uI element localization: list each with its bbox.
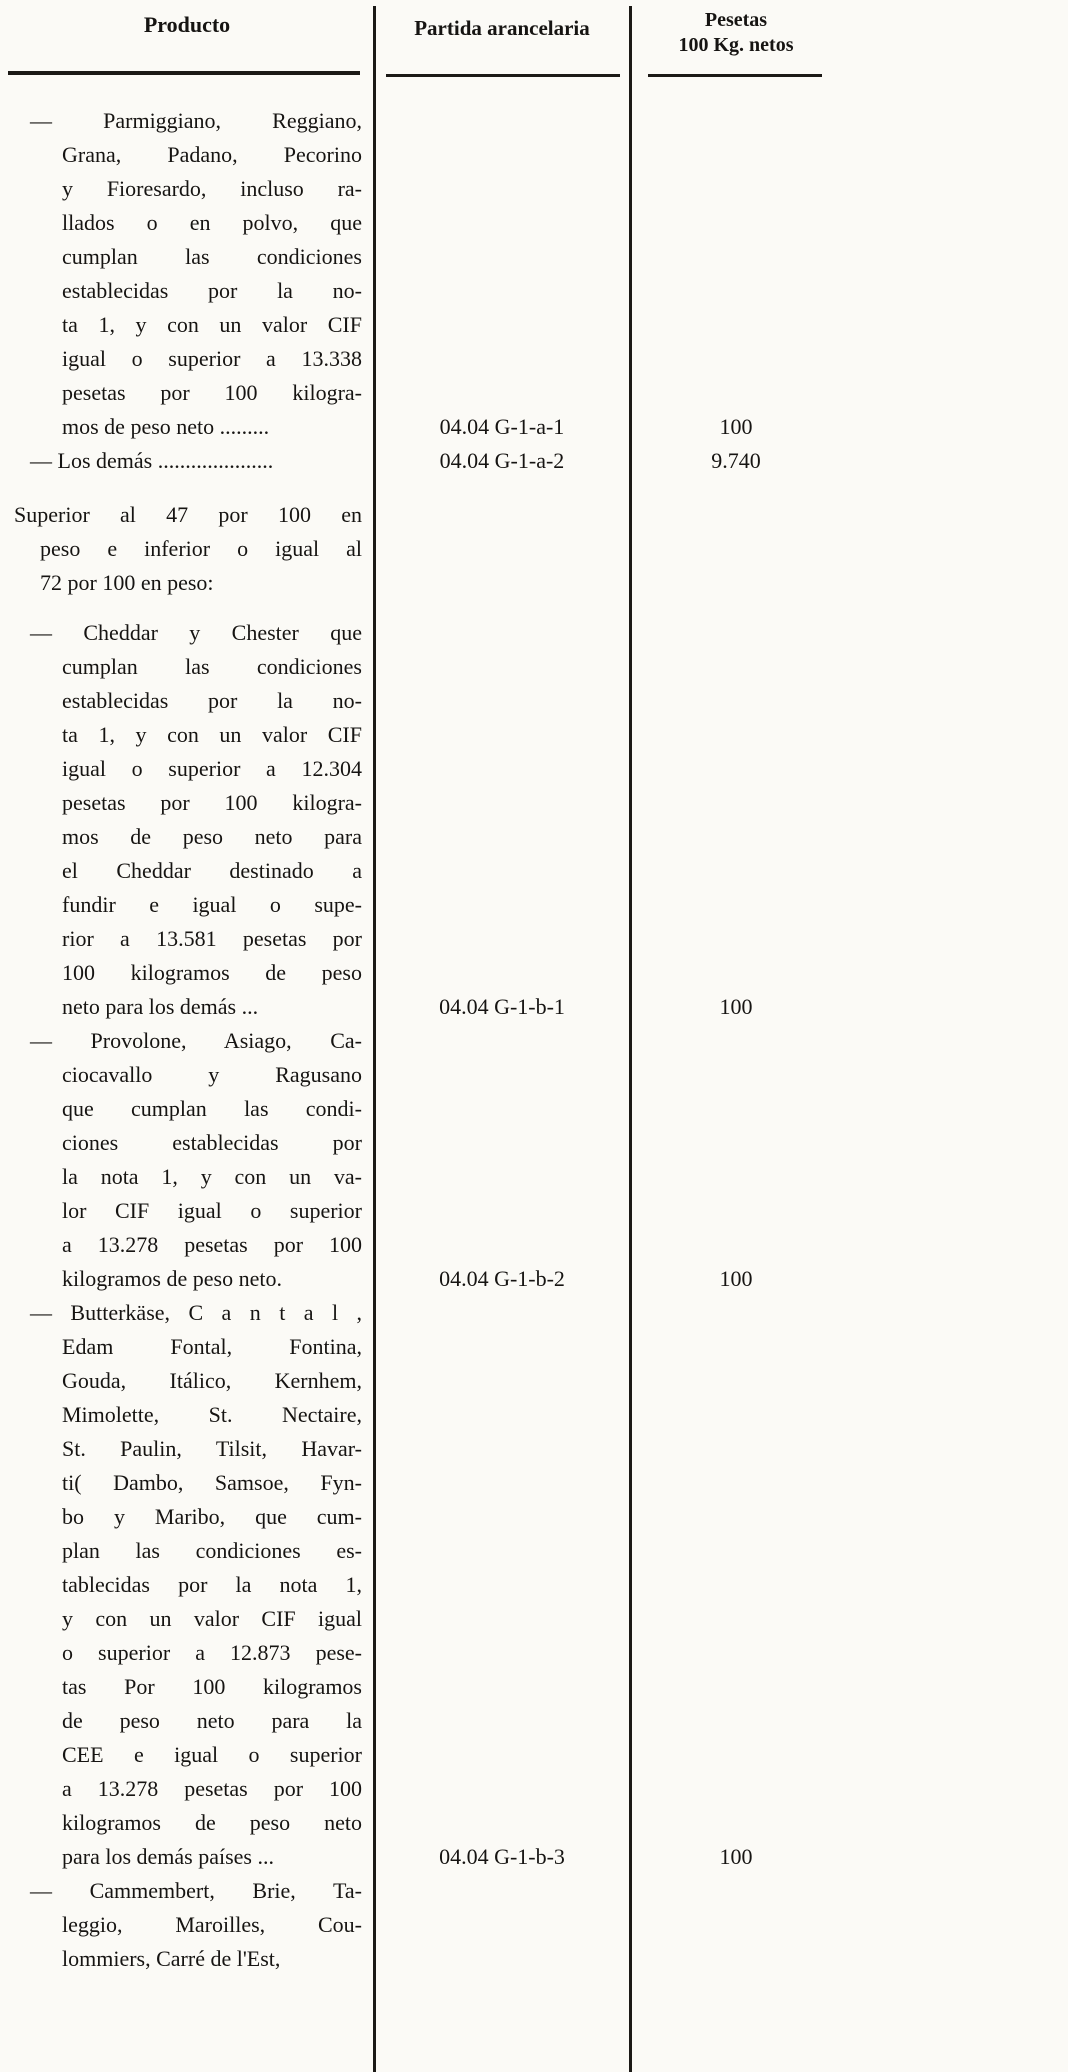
product-line: neto para los demás ... bbox=[62, 994, 259, 1019]
product-line: mos de peso neto para bbox=[62, 824, 362, 849]
product-line: tablecidas por la nota 1, bbox=[62, 1572, 362, 1597]
product-line: pesetas por 100 kilogra- bbox=[62, 380, 362, 405]
product-line: rior a 13.581 pesetas por bbox=[62, 926, 362, 951]
product-line: que cumplan las condi- bbox=[62, 1096, 362, 1121]
product-cell bbox=[0, 1024, 374, 1296]
product-line: ta 1, y con un valor CIF bbox=[62, 722, 362, 747]
product-line: cumplan las condiciones bbox=[62, 654, 362, 679]
tariff-code: 04.04 G-1-a-1 bbox=[439, 414, 565, 439]
table-row bbox=[0, 1874, 1068, 1976]
column-header-pesetas-line1: Pesetas bbox=[704, 9, 768, 31]
column-header-producto: Producto bbox=[143, 12, 231, 37]
pesetas-value: 100 bbox=[719, 1266, 753, 1291]
product-line: 72 por 100 en peso: bbox=[40, 570, 214, 595]
table-row bbox=[0, 444, 1068, 478]
product-cell bbox=[0, 444, 374, 478]
product-line: kilogramos de peso neto bbox=[62, 1810, 362, 1835]
product-line: 100 kilogramos de peso bbox=[62, 960, 362, 985]
product-line: — Cammembert, Brie, Ta- bbox=[30, 1878, 362, 1903]
table-row bbox=[0, 104, 1068, 444]
column-header-partida: Partida arancelaria bbox=[414, 16, 590, 40]
table-row bbox=[0, 498, 1068, 600]
product-cell bbox=[0, 498, 374, 600]
pesetas-value: 9.740 bbox=[711, 448, 761, 473]
product-line: — Los demás ..................... bbox=[30, 448, 274, 473]
product-cell bbox=[0, 616, 374, 1024]
product-line: lommiers, Carré de l'Est, bbox=[62, 1946, 281, 1971]
tariff-code: 04.04 G-1-a-2 bbox=[439, 448, 565, 473]
product-line: para los demás países ... bbox=[62, 1844, 274, 1869]
pesetas-value: 100 bbox=[719, 1844, 753, 1869]
product-line: y Fioresardo, incluso ra- bbox=[62, 176, 362, 201]
product-line: ta 1, y con un valor CIF bbox=[62, 312, 362, 337]
header-rule-partida bbox=[386, 74, 620, 77]
product-line: a 13.278 pesetas por 100 bbox=[62, 1232, 362, 1257]
product-line: — Cheddar y Chester que bbox=[30, 620, 362, 645]
product-line: — Butterkäse, C a n t a l , bbox=[30, 1300, 362, 1325]
product-line: pesetas por 100 kilogra- bbox=[62, 790, 362, 815]
product-line: St. Paulin, Tilsit, Havar- bbox=[62, 1436, 362, 1461]
product-line: bo y Maribo, que cum- bbox=[62, 1504, 362, 1529]
product-line: leggio, Maroilles, Cou- bbox=[62, 1912, 362, 1937]
product-line: tas Por 100 kilogramos bbox=[62, 1674, 362, 1699]
product-line: kilogramos de peso neto. bbox=[62, 1266, 282, 1291]
pesetas-value: 100 bbox=[719, 994, 753, 1019]
product-line: fundir e igual o supe- bbox=[62, 892, 362, 917]
tariff-code: 04.04 G-1-b-3 bbox=[439, 1844, 565, 1869]
product-line: Mimolette, St. Nectaire, bbox=[62, 1402, 362, 1427]
product-cell bbox=[0, 1296, 374, 1874]
product-line: establecidas por la no- bbox=[62, 278, 362, 303]
product-line: igual o superior a 13.338 bbox=[62, 346, 362, 371]
table-row bbox=[0, 616, 1068, 1024]
product-line: llados o en polvo, que bbox=[62, 210, 362, 235]
product-line: igual o superior a 12.304 bbox=[62, 756, 362, 781]
table-body bbox=[0, 104, 1068, 1976]
product-line: ciones establecidas por bbox=[62, 1130, 362, 1155]
product-line: la nota 1, y con un va- bbox=[62, 1164, 362, 1189]
table-row bbox=[0, 1296, 1068, 1874]
product-line: — Parmiggiano, Reggiano, bbox=[30, 108, 362, 133]
tariff-code: 04.04 G-1-b-1 bbox=[439, 994, 565, 1019]
pesetas-value: 100 bbox=[719, 414, 753, 439]
product-line: Edam Fontal, Fontina, bbox=[62, 1334, 362, 1359]
product-line: o superior a 12.873 pese- bbox=[62, 1640, 362, 1665]
product-cell bbox=[0, 1874, 374, 1976]
column-header-pesetas-line2: 100 Kg. netos bbox=[678, 34, 794, 56]
product-line: CEE e igual o superior bbox=[62, 1742, 362, 1767]
product-line: lor CIF igual o superior bbox=[62, 1198, 362, 1223]
tariff-code: 04.04 G-1-b-2 bbox=[439, 1266, 565, 1291]
product-line: plan las condiciones es- bbox=[62, 1538, 362, 1563]
product-line: peso e inferior o igual al bbox=[40, 536, 362, 561]
product-line: Gouda, Itálico, Kernhem, bbox=[62, 1368, 362, 1393]
product-line: Superior al 47 por 100 en bbox=[14, 502, 362, 527]
header-rule-pesetas bbox=[648, 74, 822, 77]
product-line: y con un valor CIF igual bbox=[62, 1606, 362, 1631]
product-line: — Provolone, Asiago, Ca- bbox=[30, 1028, 362, 1053]
product-line: establecidas por la no- bbox=[62, 688, 362, 713]
product-line: ciocavallo y Ragusano bbox=[62, 1062, 362, 1087]
product-cell bbox=[0, 104, 374, 444]
product-line: ti( Dambo, Samsoe, Fyn- bbox=[62, 1470, 362, 1495]
product-line: cumplan las condiciones bbox=[62, 244, 362, 269]
product-line: mos de peso neto ......... bbox=[62, 414, 270, 439]
column-header-pesetas bbox=[630, 8, 842, 58]
header-rule-producto bbox=[8, 71, 360, 75]
product-line: a 13.278 pesetas por 100 bbox=[62, 1776, 362, 1801]
product-line: de peso neto para la bbox=[62, 1708, 362, 1733]
product-line: el Cheddar destinado a bbox=[62, 858, 362, 883]
product-line: Grana, Padano, Pecorino bbox=[62, 142, 362, 167]
table-row bbox=[0, 1024, 1068, 1296]
